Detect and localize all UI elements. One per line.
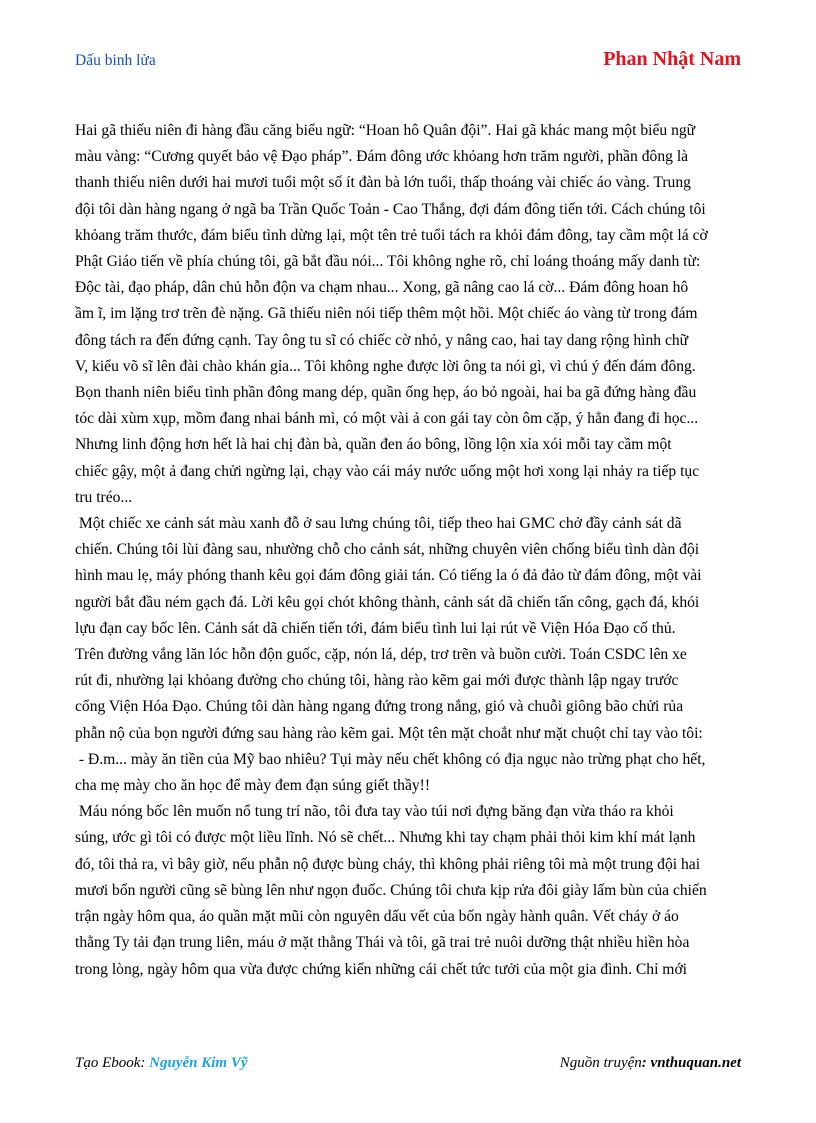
ebook-credit bbox=[75, 1055, 248, 1072]
body-line: - Đ.m... mày ăn tiền của Mỹ bao nhiêu? Tụi mày nếu chết không có địa ngục nào trừng phạt cho hết, bbox=[75, 750, 706, 768]
body-line: Hai gã thiếu niên đi hàng đầu căng biểu ngữ: “Hoan hô Quân đội”. Hai gã khác mang một biểu ngữ bbox=[75, 122, 696, 139]
body-line: trong lòng, ngày hôm qua vừa được chứng kiến những cái chết tức tưởi của một gia đình. Chỉ mới bbox=[75, 960, 688, 978]
body-line: tóc dài xùm xụp, mồm đang nhai bánh mì, có một vài ả con gái tay còn ôm cặp, ý hẳn đang đi học... bbox=[75, 410, 699, 428]
body-line: cha mẹ mày cho ăn học để mày đem đạn súng giết thầy!! bbox=[75, 777, 431, 795]
body-line: đội tôi dàn hàng ngang ở ngã ba Trần Quốc Toản - Cao Thắng, đợi đám đông tiến tới. Cách chúng tôi bbox=[75, 200, 706, 218]
source-site: vnthuquan.net bbox=[650, 1055, 741, 1071]
body-line: súng, ước gì tôi có được một liều lĩnh. Nó sẽ chết... Nhưng khi tay chạm phải thỏi kim khí mát lạnh bbox=[75, 829, 696, 847]
body-line: Độc tài, đạo pháp, dân chủ hỗn độn va chạm nhau... Xong, gã nâng cao lá cờ... Đám đông hoan hô bbox=[75, 279, 689, 297]
body-line: rút đi, nhường lại khỏang đường cho chúng tôi, hàng rào kẽm gai mới được thành lập ngay trước bbox=[75, 672, 679, 690]
ebook-label: Tạo Ebook bbox=[75, 1055, 141, 1071]
body-line: thằng Ty tải đạn trung liên, máu ở mặt thằng Thái và tôi, gã trai trẻ nuôi dưỡng thật nhiều hiền hòa bbox=[75, 934, 690, 952]
body-line: người bắt đầu ném gạch đá. Lời kêu gọi chót không thành, cảnh sát dã chiến tấn công, gạch đá, khói bbox=[75, 593, 700, 611]
body-line: mươi bốn người cũng sẽ bùng lên như ngọn đuốc. Chúng tôi chưa kịp rửa đôi giày lấm bùn của chiến bbox=[75, 881, 707, 899]
body-line: Nhưng linh động hơn hết là hai chị đàn bà, quần đen áo bông, lồng lộn xỉa xói mỗi tay cầm một bbox=[75, 436, 672, 454]
body-line: tru tréo... bbox=[75, 488, 133, 506]
body-line: cổng Viện Hóa Đạo. Chúng tôi dàn hàng ngang đứng trong nắng, gió và chuỗi giông bão chửi rủa bbox=[75, 698, 684, 716]
author-name: Phan Nhật Nam bbox=[603, 48, 741, 70]
ebook-creator: Nguyễn Kim Vỹ bbox=[149, 1055, 248, 1071]
book-title: Dấu binh lửa bbox=[75, 52, 156, 69]
source-credit bbox=[560, 1055, 741, 1072]
body-line: trận ngày hôm qua, áo quần mặt mũi còn nguyên dấu vết của bốn ngày hành quân. Vết cháy ở áo bbox=[75, 908, 679, 926]
source-label: Nguồn truyện bbox=[559, 1055, 642, 1071]
body-line: Một chiếc xe cảnh sát màu xanh đỗ ở sau lưng chúng tôi, tiếp theo hai GMC chở đầy cảnh sát dã bbox=[75, 515, 682, 533]
body-line: đó, tôi thả ra, vì bây giờ, nếu phẫn nộ được bùng cháy, thì không phải riêng tôi mà một trung đội hai bbox=[75, 855, 701, 873]
body-line: V, kiểu võ sĩ lên đài chào khán gỉa... Tôi không nghe được lời ông ta nói gì, vì chú ý đến đám đông. bbox=[75, 357, 696, 375]
body-text bbox=[75, 118, 745, 983]
body-line: Phật Giáo tiến về phía chúng tôi, gã bắt đầu nói... Tôi không nghe rõ, chỉ loáng thoáng mấy danh từ: bbox=[75, 253, 701, 271]
body-line: khỏang trăm thước, đám biểu tình dừng lại, một tên trẻ tuổi tách ra khỏi đám đông, tay cầm một lá cờ bbox=[75, 226, 708, 244]
body-line: thanh thiếu niên dưới hai mươi tuổi một số ít đàn bà lớn tuổi, thấp thoáng vài chiếc áo vàng. Trung bbox=[75, 174, 691, 192]
body-line: Bọn thanh niên biểu tình phần đông mang dép, quần ống hẹp, áo bỏ ngoài, hai ba gã đứng hàng đầu bbox=[75, 384, 697, 402]
body-line: chiếc gậy, một ả đang chửi ngừng lại, chạy vào cái máy nước uống một hơi xong lại nhảy ra tiếp tục bbox=[75, 462, 700, 480]
body-line: lựu đạn cay bốc lên. Cảnh sát dã chiến tiến tới, đám biểu tình lui lại rút về Viện Hóa Đạo cố thủ. bbox=[75, 619, 676, 637]
body-line: Trên đường vắng lăn lóc hỗn độn guốc, cặp, nón lá, dép, trơ trẽn và buồn cười. Toán CSDC lên xe bbox=[75, 646, 687, 664]
body-line: đông tách ra đến đứng cạnh. Tay ông tu sĩ có chiếc cờ nhỏ, y nâng cao, hai tay dang rộng hình chữ bbox=[75, 331, 689, 349]
body-line: phẫn nộ của bọn người đứng sau hàng rào kẽm gai. Một tên mặt choắt như mặt chuột chỉ tay vào tôi: bbox=[75, 724, 703, 742]
body-line: chiến. Chúng tôi lùi đàng sau, nhường chỗ cho cảnh sát, những chuyên viên chống biểu tình dàn đội bbox=[75, 541, 700, 559]
body-line: ầm ĩ, im lặng trơ trẽn đè nặng. Gã thiếu niên nói tiếp thêm một hồi. Một chiếc áo vàng từ trong đám bbox=[75, 305, 698, 323]
source-colon: : bbox=[641, 1055, 651, 1071]
body-line: màu vàng: “Cương quyết bảo vệ Đạo pháp”. Đám đông ước khỏang hơn trăm người, phần đông là bbox=[75, 148, 689, 166]
body-line: Máu nóng bốc lên muốn nổ tung trí não, tôi đưa tay vào túi nơi đựng băng đạn vừa tháo ra khỏi bbox=[75, 803, 674, 821]
body-line: hình mau lẹ, máy phóng thanh kêu gọi đám đông giải tán. Có tiếng la ó đả đảo từ đám đông, một vài bbox=[75, 567, 702, 585]
ebook-colon: : bbox=[140, 1055, 150, 1071]
